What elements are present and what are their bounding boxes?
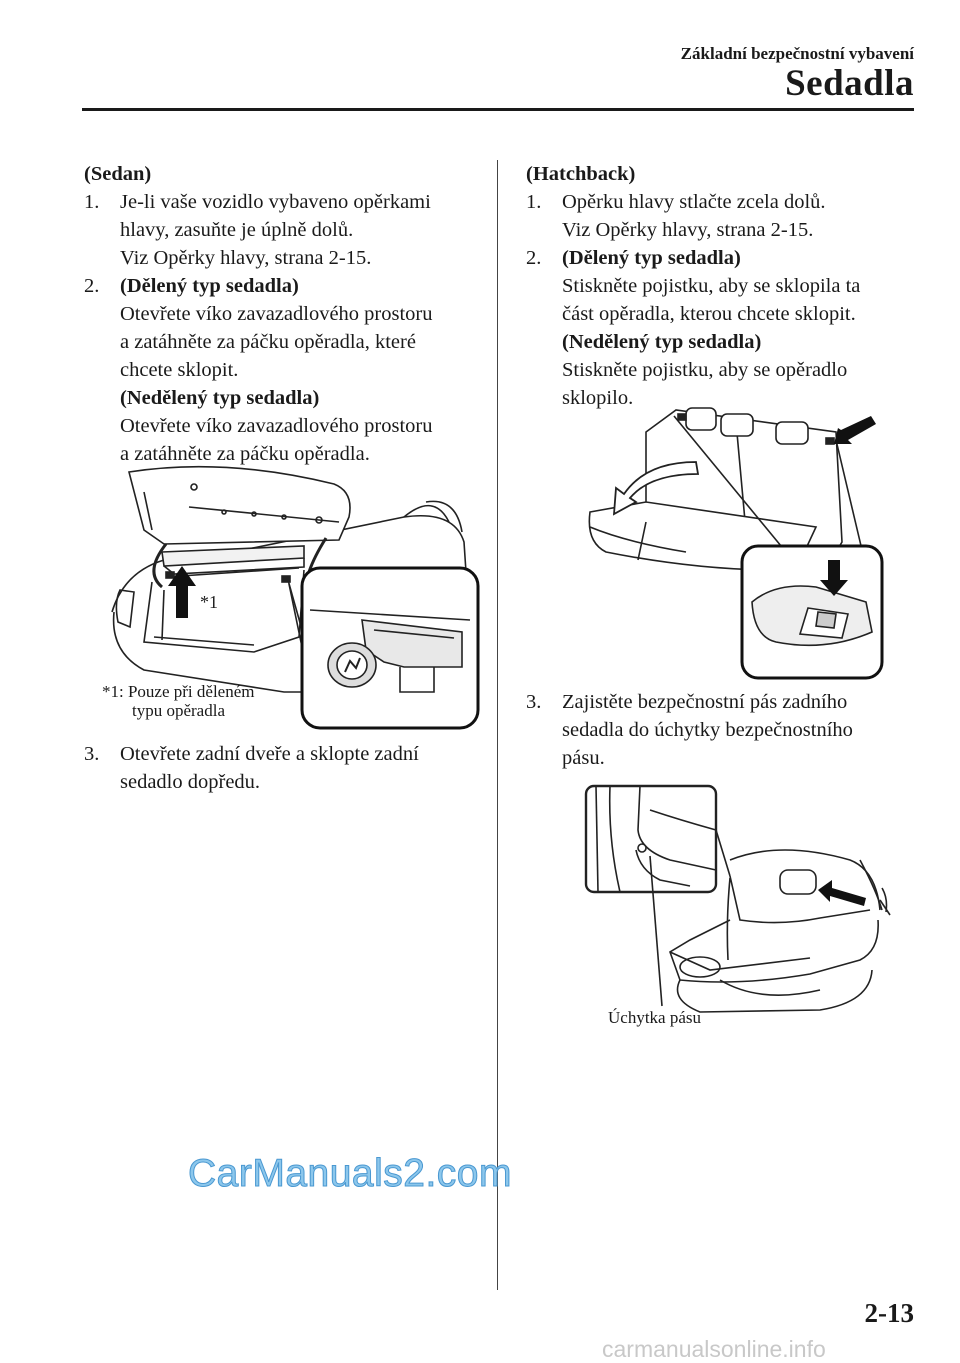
step-text: a zatáhněte za páčku opěradla, které <box>120 331 416 353</box>
footnote-line: *1: Pouze při děleném <box>102 682 255 701</box>
page-number: 2-13 <box>864 1298 914 1328</box>
step-text: sklopilo. <box>562 387 634 409</box>
callout-marker: *1 <box>200 592 218 612</box>
step-text: sedadla do úchytky bezpečnostního <box>562 719 853 741</box>
step-text: Stiskněte pojistku, aby se opěradlo <box>562 359 848 381</box>
sedan-step-3 <box>84 740 484 796</box>
step-number: 1. <box>84 191 100 213</box>
step-text: pásu. <box>562 747 605 769</box>
footer-watermark: carmanualsonline.info <box>602 1336 826 1362</box>
subheading: (Nedělený typ sedadla) <box>562 331 762 353</box>
subheading: (Dělený typ sedadla) <box>562 247 741 269</box>
sedan-step-1 <box>84 188 484 272</box>
subheading: (Nedělený typ sedadla) <box>120 387 320 409</box>
step-text: Zajistěte bezpečnostní pás zadního <box>562 691 848 713</box>
step-text: Opěrku hlavy stlačte zcela dolů. <box>562 191 826 213</box>
hatchback-heading: (Hatchback) <box>526 163 636 185</box>
header-rule <box>82 108 914 111</box>
right-column <box>526 160 926 412</box>
column-divider <box>497 160 498 1290</box>
page-title: Sedadla <box>785 63 914 104</box>
step-text: Viz Opěrky hlavy, strana 2-15. <box>120 247 372 269</box>
step-text: Otevřete víko zavazadlového prostoru <box>120 303 433 325</box>
step-number: 3. <box>84 743 100 765</box>
footnote-line: typu opěradla <box>132 701 225 720</box>
sedan-trunk-illustration <box>104 462 484 732</box>
hatchback-step-2 <box>526 244 926 412</box>
hatchback-step-1 <box>526 188 926 244</box>
watermark: CarManuals2.com <box>188 1152 512 1195</box>
section-title: Základní bezpečnostní vybavení <box>680 44 914 63</box>
belt-hook-illustration <box>580 780 900 1040</box>
step-number: 3. <box>526 691 542 713</box>
step-text: Je-li vaše vozidlo vybaveno opěrkami <box>120 191 431 213</box>
sedan-heading: (Sedan) <box>84 163 152 185</box>
step-text: sedadlo dopředu. <box>120 771 261 793</box>
hatchback-step-3 <box>526 688 926 772</box>
figure-caption: Úchytka pásu <box>608 1008 702 1027</box>
step-number: 1. <box>526 191 542 213</box>
step-text: část opěradla, kterou chcete sklopit. <box>562 303 856 325</box>
left-column <box>84 160 484 468</box>
step-text: Otevřete víko zavazadlového prostoru <box>120 415 433 437</box>
seat-fold-drawing <box>586 402 886 682</box>
step-text: chcete sklopit. <box>120 359 239 381</box>
step-text: Viz Opěrky hlavy, strana 2-15. <box>562 219 814 241</box>
step-text: Stiskněte pojistku, aby se sklopila ta <box>562 275 861 297</box>
belt-hook-drawing <box>580 780 900 1040</box>
step-text: hlavy, zasuňte je úplně dolů. <box>120 219 354 241</box>
step-text: Otevřete zadní dveře a sklopte zadní <box>120 743 419 765</box>
sedan-step-2 <box>84 272 484 468</box>
figure-footnote <box>102 682 255 720</box>
subheading: (Dělený typ sedadla) <box>120 275 299 297</box>
step-number: 2. <box>526 247 542 269</box>
step-text: a zatáhněte za páčku opěradla. <box>120 443 370 465</box>
step-number: 2. <box>84 275 100 297</box>
seat-fold-illustration <box>586 402 886 682</box>
